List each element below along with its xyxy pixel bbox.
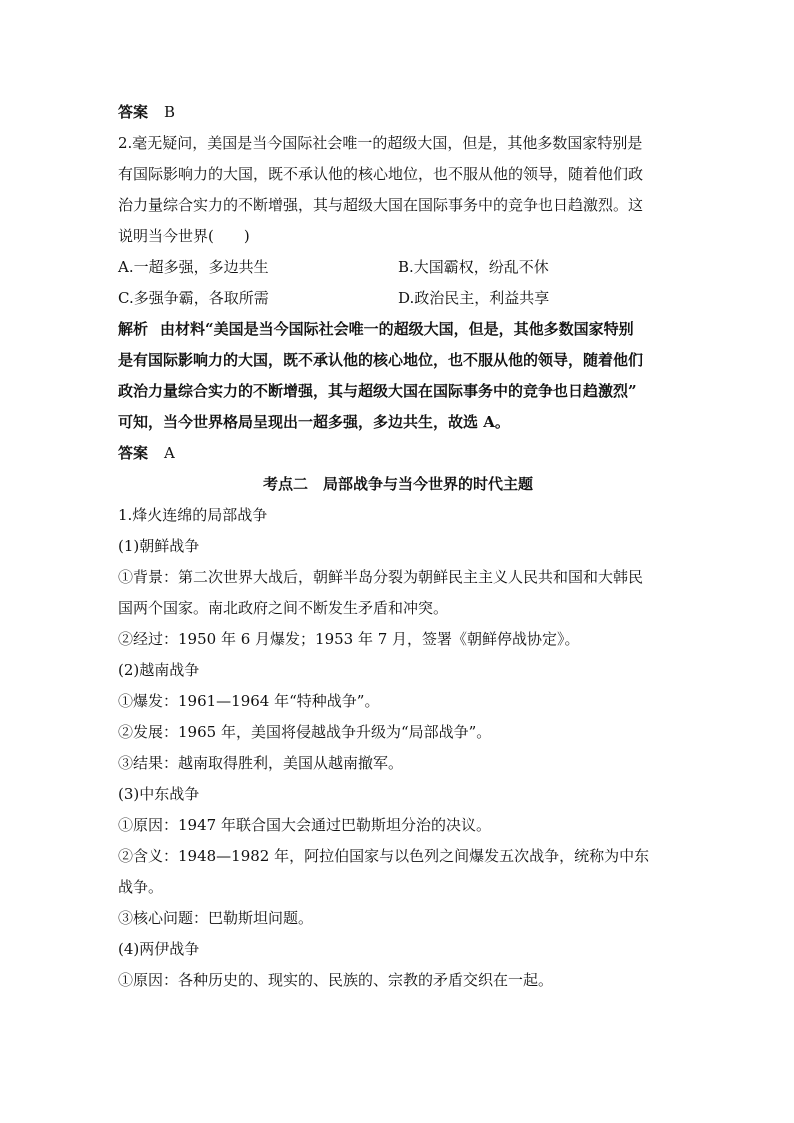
body-line: 1.烽火连绵的局部战争 <box>118 506 268 524</box>
analysis-line: 是有国际影响力的大国，既不承认他的核心地位，也不服从他的领导，随着他们 <box>118 351 644 369</box>
answer-label: 答案 <box>118 103 149 121</box>
analysis-line <box>118 314 678 345</box>
body-line: 国两个国家。南北政府之间不断发生矛盾和冲突。 <box>118 599 449 617</box>
option-d: D.政治民主，利益共享 <box>398 289 550 307</box>
body-line: ②发展：1965 年，美国将侵越战争升级为“局部战争”。 <box>118 723 492 741</box>
body-line: 战争。 <box>118 878 164 896</box>
body-line: ②经过：1950 年 6 月爆发；1953 年 7 月，签署《朝鲜停战协定》。 <box>118 630 580 648</box>
question-line: 有国际影响力的大国，既不承认他的核心地位，也不服从他的领导，随着他们政 <box>118 165 644 183</box>
answer-value: A <box>164 444 175 462</box>
option-b: B.大国霸权，纷乱不休 <box>398 258 549 276</box>
body-line: ①背景：第二次世界大战后，朝鲜半岛分裂为朝鲜民主主义人民共和国和大韩民 <box>118 568 644 586</box>
body-line: ②含义：1948—1982 年，阿拉伯国家与以色列之间爆发五次战争，统称为中东 <box>118 847 650 865</box>
analysis-line: 可知，当今世界格局呈现出一超多强，多边共生，故选 A。 <box>118 413 510 431</box>
option-c: C.多强争霸，各取所需 <box>118 289 269 307</box>
body-line: (3)中东战争 <box>118 785 200 803</box>
analysis-label: 解析 <box>118 320 149 338</box>
answer-label: 答案 <box>118 444 149 462</box>
body-line: (4)两伊战争 <box>118 940 200 958</box>
body-line: ①原因：1947 年联合国大会通过巴勒斯坦分治的决议。 <box>118 816 491 834</box>
answer-line-1 <box>118 97 678 128</box>
body-line: ①爆发：1961—1964 年“特种战争”。 <box>118 692 380 710</box>
body-line: ③结果：越南取得胜利，美国从越南撤军。 <box>118 754 404 772</box>
option-a: A.一超多强，多边共生 <box>118 258 269 276</box>
body-line: ③核心问题：巴勒斯坦问题。 <box>118 909 314 927</box>
body-line: (2)越南战争 <box>118 661 200 679</box>
question-line: 说明当今世界( ) <box>118 227 250 245</box>
question-line: 治力量综合实力的不断增强，其与超级大国在国际事务中的竞争也日趋激烈。这 <box>118 196 644 214</box>
answer-line-2 <box>118 438 678 469</box>
question-line: 2.毫无疑问，美国是当今国际社会唯一的超级大国，但是，其他多数国家特别是 <box>118 134 643 152</box>
section-body <box>118 500 678 996</box>
body-line: ①原因：各种历史的、现实的、民族的、宗教的矛盾交织在一起。 <box>118 971 554 989</box>
option-row <box>118 283 678 314</box>
analysis-block <box>118 314 678 438</box>
analysis-text: 由材料“美国是当今国际社会唯一的超级大国，但是，其他多数国家特别 <box>160 320 634 338</box>
analysis-line: 政治力量综合实力的不断增强，其与超级大国在国际事务中的竞争也日趋激烈” <box>118 382 637 400</box>
question-2 <box>118 128 678 314</box>
body-line: (1)朝鲜战争 <box>118 537 200 555</box>
answer-value: B <box>164 103 176 121</box>
section-title: 考点二 局部战争与当今世界的时代主题 <box>262 475 533 493</box>
option-row <box>118 252 678 283</box>
document-page <box>118 97 678 996</box>
